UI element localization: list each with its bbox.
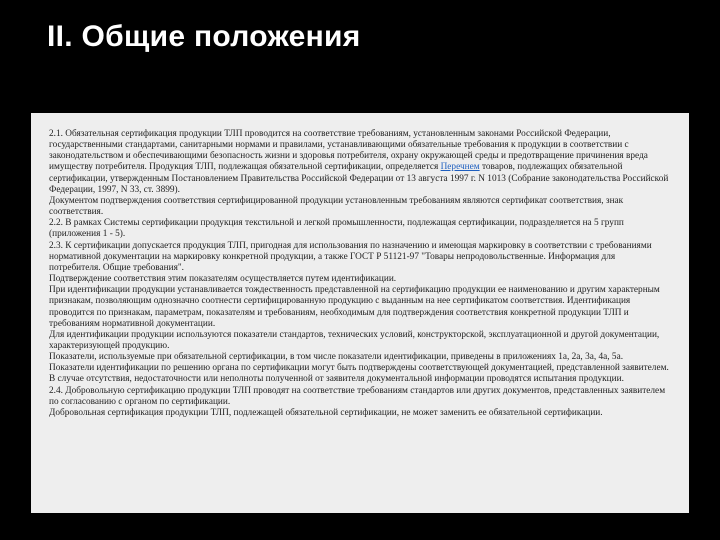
paragraph-2-1-text-end: товаров, подлежащих обязательной сертификации, утвержденным Постановлением Правительства Российской Федерации от 13 августа 1997 г. N 1013 (Собрание законодательства Российской Федерации, 1997, N 33, ст. 3899). — [49, 162, 669, 195]
slide-title: II. Общие положения — [47, 20, 361, 53]
perechen-link[interactable]: Перечнем — [440, 162, 480, 173]
paragraph-identification-details: При идентификации продукции устанавливается тождественность представленной на сертификацию продукции ее наименованию и другим характерным признакам, позволяющим однозначно соотнести сертифицированную продукцию с выданным на нее сертификатом соответствия. Идентификация проводится по признакам, параметрам, показателям и требованиям, необходимым для подтверждения соответствия конкретной продукции ТЛП и требованиям нормативной документации. — [49, 285, 660, 329]
paragraph-identification-indicators: Для идентификации продукции используются показатели стандартов, технических условий, конструкторской, эксплуатационной и другой документации, характеризующей продукцию. — [49, 329, 660, 351]
paragraph-voluntary-certification: Добровольная сертификация продукции ТЛП, подлежащей обязательной сертификации, не может заменить ее обязательной сертификации. — [49, 407, 603, 418]
paragraph-2-2: 2.2. В рамках Системы сертификации продукция текстильной и легкой промышленности, подлежащая сертификации, подразделяется на 5 групп (приложения 1 - 5). — [49, 218, 624, 240]
paragraph-identification-confirmation: Подтверждение соответствия этим показателям осуществляется путем идентификации. — [49, 274, 397, 285]
content-text — [49, 129, 669, 419]
paragraph-2-1 — [49, 129, 669, 196]
paragraph-2-3: 2.3. К сертификации допускается продукция ТЛП, пригодная для использования по назначению и имеющая маркировку в соответствии с требованиями нормативной документации на маркировку конкретной продукции, а также ГОСТ Р 51121-97 "Товары непродовольственные. Информация для потребителя. Общие требования". — [49, 240, 652, 273]
paragraph-conformity-document: Документом подтверждения соответствия сертифицированной продукции установленным требованиям являются сертификат соответствия, знак соответствия. — [49, 195, 624, 218]
paragraph-2-4: 2.4. Добровольную сертификацию продукции ТЛП проводят на соответствие требованиям стандартов или других документов, представленных заявителем по согласованию с органом по сертификации. — [49, 385, 666, 407]
paragraph-appendix-indicators: Показатели, используемые при обязательной сертификации, в том числе показатели идентификации, приведены в приложениях 1а, 2а, 3а, 4а, 5а. Показатели идентификации по решению органа по сертификации могут быть подтверждены соответствующей документацией, представленной заявителем. В случае отсутствия, недостаточности или неполноты полученной от заявителя документальной информации проводятся испытания продукции. — [49, 352, 669, 385]
paragraph-2-1-text-start: 2.1. Обязательная сертификация продукции ТЛП проводится на соответствие требованиям, установленным законами Российской Федерации, государственными стандартами, санитарными нормами и правилами, устанавливающими обязательные требования к продукции в соответствии с законодательством и обеспечивающими безопасность жизни и здоровья потребителя, охрану окружающей среды и предотвращение причинения вреда имуществу потребителя. Продукция ТЛП, подлежащая обязательной сертификации, определяется — [49, 129, 648, 173]
